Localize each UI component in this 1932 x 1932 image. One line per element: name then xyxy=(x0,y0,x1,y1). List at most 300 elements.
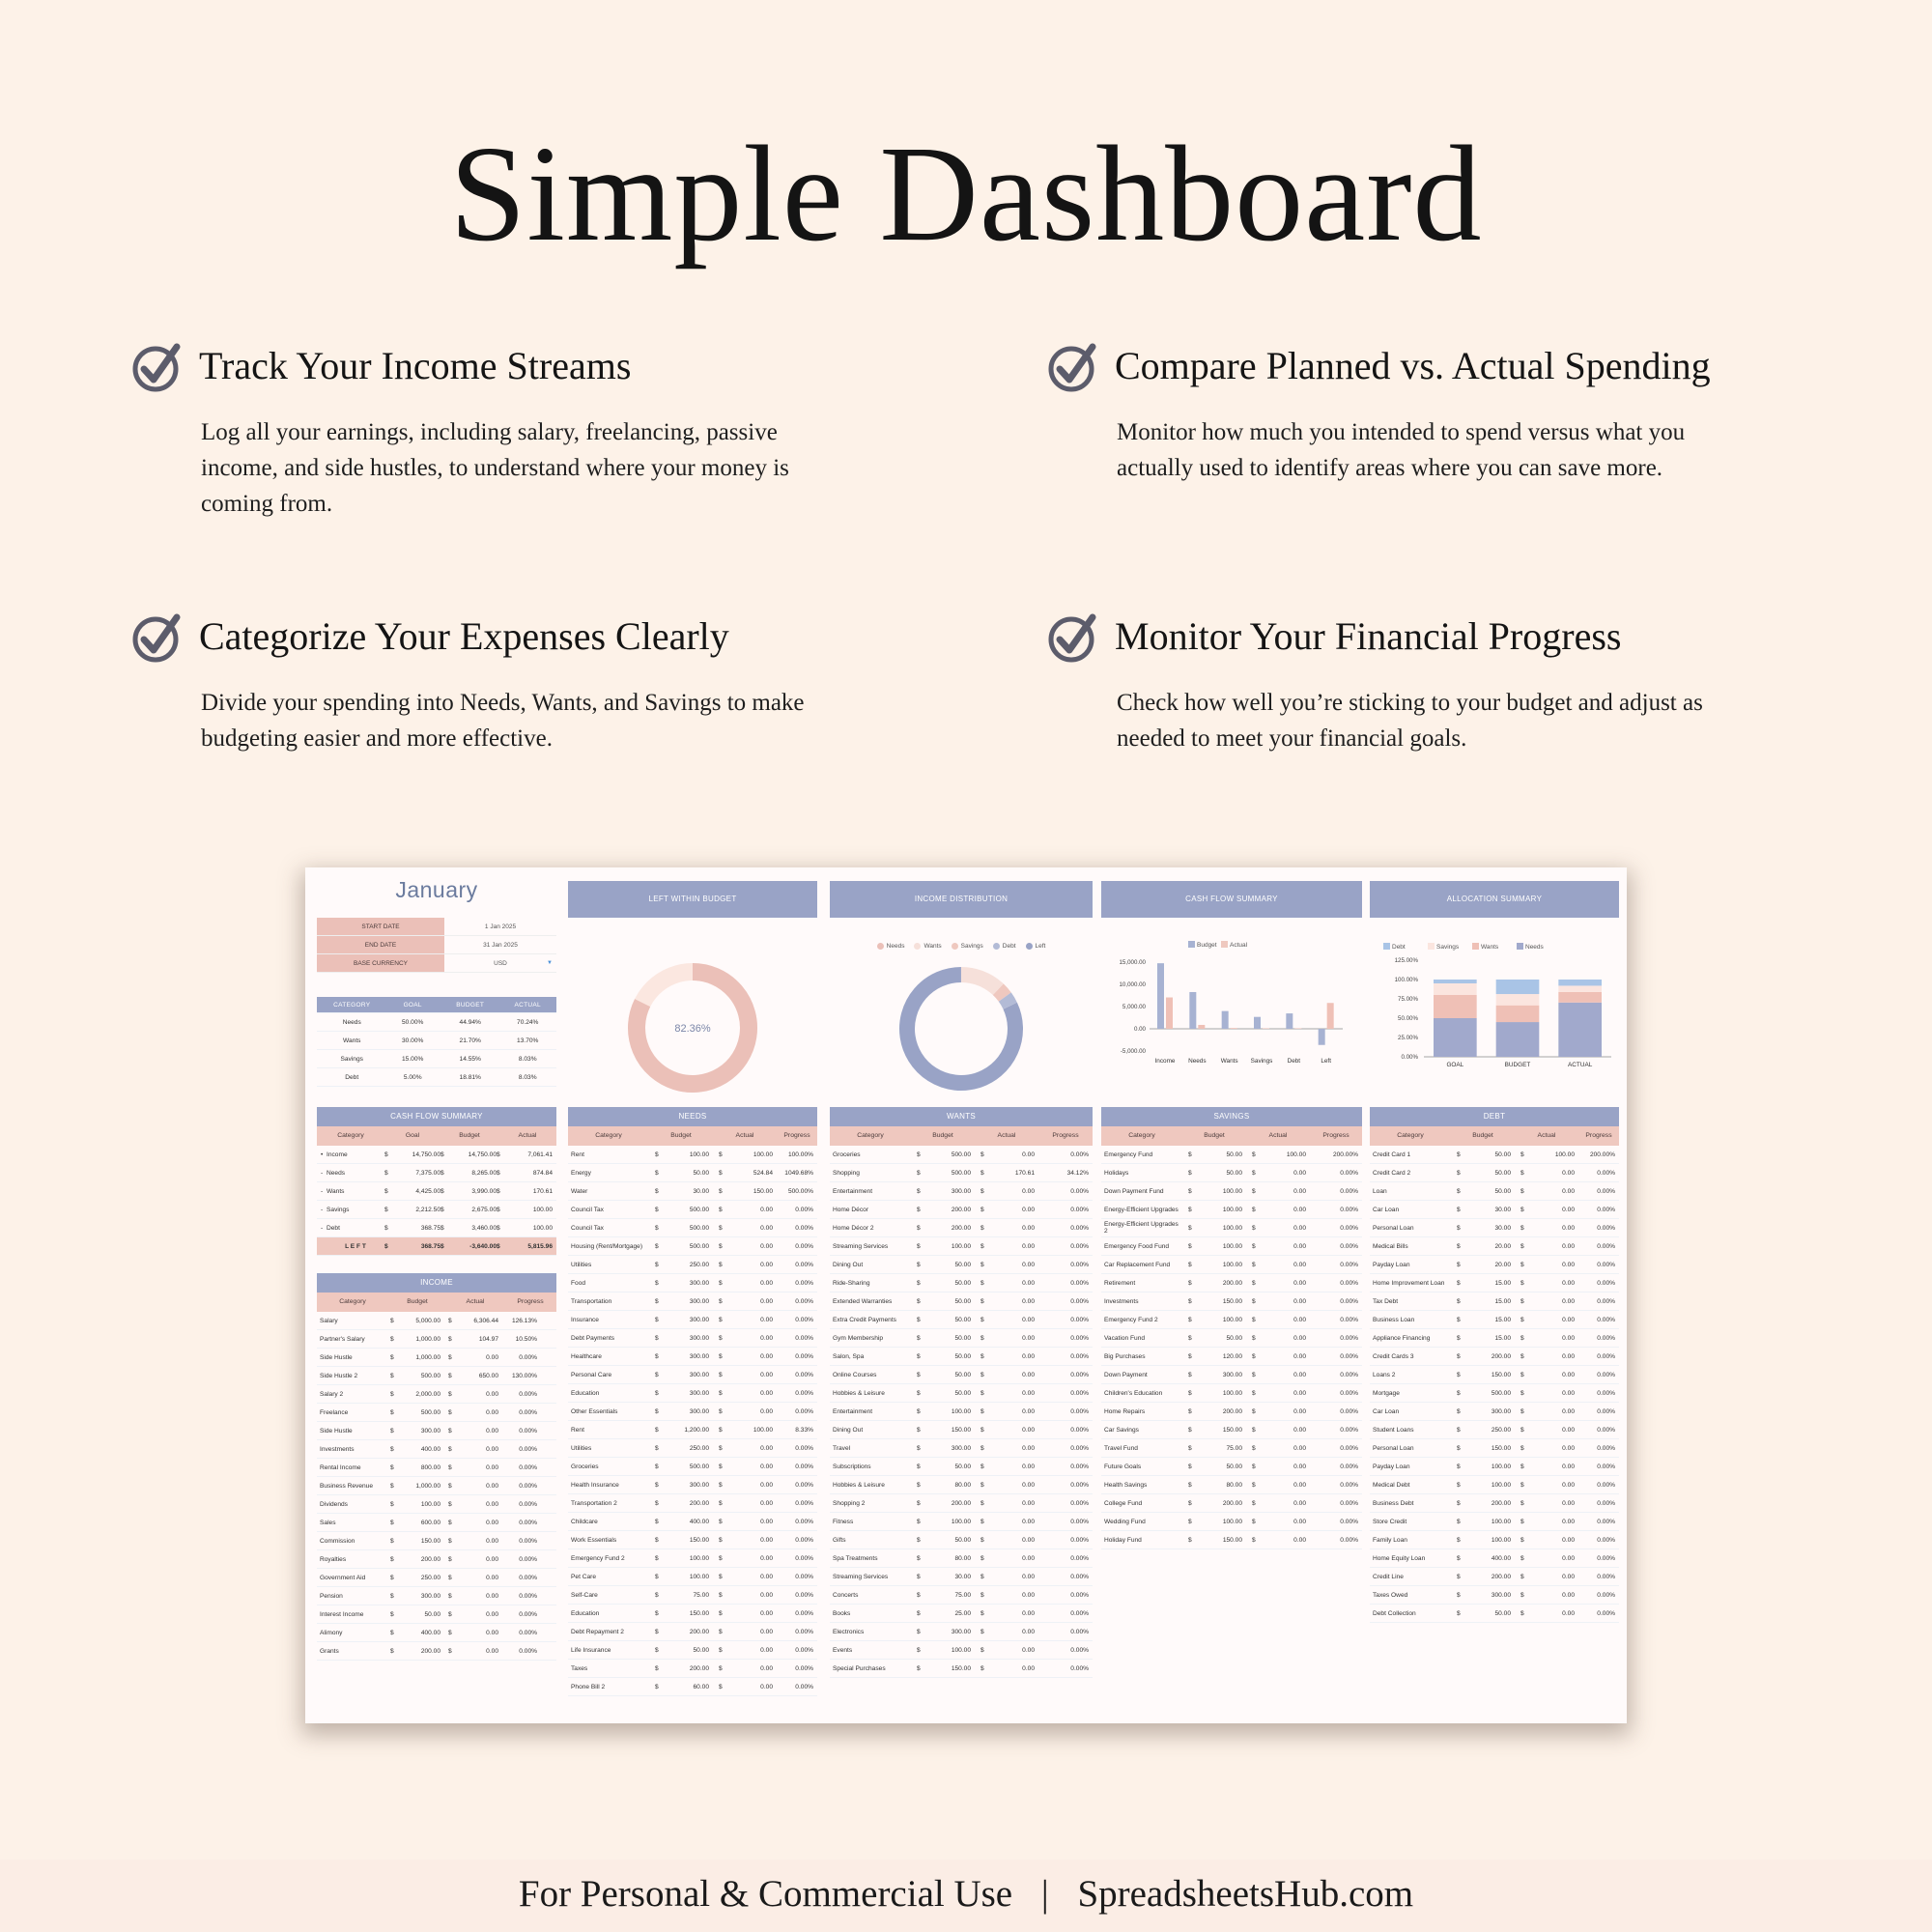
category-cell: Streaming Services xyxy=(833,1573,889,1580)
y-tick-label: 5,000.00 xyxy=(1122,1004,1146,1010)
progress-cell: 100.00% xyxy=(787,1151,813,1158)
amount-cell: 0.00 xyxy=(1293,1262,1306,1268)
legend-label: Debt xyxy=(1392,944,1406,951)
table-row xyxy=(830,1146,1093,1164)
amount-cell: 100.00 xyxy=(951,1408,971,1415)
currency-symbol: $ xyxy=(1457,1151,1461,1158)
feature-block xyxy=(1047,339,1762,486)
currency-symbol: $ xyxy=(1520,1207,1524,1213)
x-tick-label: Income xyxy=(1154,1058,1176,1065)
amount-cell: 0.00 xyxy=(1022,1445,1035,1452)
amount-cell: 14,750.00 xyxy=(468,1151,497,1158)
progress-cell: 0.00% xyxy=(1070,1390,1089,1397)
category-cell: Childcare xyxy=(571,1518,598,1525)
table-row xyxy=(830,1439,1093,1458)
amount-cell: 150.00 xyxy=(1222,1537,1242,1544)
progress-cell: 0.00% xyxy=(1597,1555,1615,1562)
category-cell: Store Credit xyxy=(1373,1518,1407,1525)
progress-cell: 0.00% xyxy=(1340,1500,1358,1507)
currency-symbol: $ xyxy=(1457,1188,1461,1195)
month-title: January xyxy=(395,877,478,902)
panel-title: ALLOCATION SUMMARY xyxy=(1370,881,1619,918)
currency-symbol: $ xyxy=(719,1463,723,1470)
chevron-down-icon[interactable]: ▼ xyxy=(547,960,553,966)
amount-cell: 50.00 xyxy=(954,1262,971,1268)
progress-cell: 0.00% xyxy=(795,1500,813,1507)
amount-cell: 120.00 xyxy=(1222,1353,1242,1360)
progress-cell: 0.00% xyxy=(1070,1629,1089,1635)
amount-cell: 80.00 xyxy=(954,1482,971,1489)
amount-cell: 50.00 xyxy=(954,1353,971,1360)
currency-symbol: $ xyxy=(497,1188,500,1195)
table-cell: 8.03% xyxy=(518,1056,537,1063)
table-cell: Wants xyxy=(343,1037,361,1044)
currency-symbol: $ xyxy=(980,1372,984,1378)
amount-cell: 368.75 xyxy=(420,1225,440,1232)
meta-label: BASE CURRENCY xyxy=(317,954,444,972)
footer-website-link[interactable]: SpreadsheetsHub.com xyxy=(1077,1873,1414,1915)
table-header xyxy=(1370,1126,1619,1146)
category-cell: Healthcare xyxy=(571,1352,602,1360)
category-cell: Spa Treatments xyxy=(833,1554,878,1562)
amount-cell: 0.00 xyxy=(1562,1280,1575,1287)
table-cell: Savings xyxy=(340,1056,363,1063)
category-cell: Retirement xyxy=(1104,1279,1136,1287)
currency-symbol: $ xyxy=(448,1501,452,1508)
currency-symbol: $ xyxy=(1520,1463,1524,1470)
amount-cell: 300.00 xyxy=(689,1280,709,1287)
amount-cell: 500.00 xyxy=(951,1151,971,1158)
amount-cell: 30.00 xyxy=(693,1188,709,1195)
left-value xyxy=(317,1237,327,1255)
currency-symbol: $ xyxy=(1252,1243,1256,1250)
amount-cell: 0.00 xyxy=(1562,1555,1575,1562)
progress-cell: 0.00% xyxy=(1070,1574,1089,1580)
amount-cell: 0.00 xyxy=(486,1483,498,1490)
currency-symbol: $ xyxy=(1252,1335,1256,1342)
table-row xyxy=(830,1531,1093,1549)
legend-dot-icon xyxy=(1026,943,1033,950)
amount-cell: 0.00 xyxy=(1293,1207,1306,1213)
bar-needs-actual xyxy=(1558,1003,1602,1057)
amount-cell: 2,212.50 xyxy=(415,1207,440,1213)
table-row xyxy=(830,1623,1093,1641)
amount-cell: 250.00 xyxy=(689,1262,709,1268)
category-cell: Online Courses xyxy=(833,1371,877,1378)
currency-symbol: $ xyxy=(719,1317,723,1323)
currency-symbol: $ xyxy=(448,1464,452,1471)
amount-cell: 0.00 xyxy=(1022,1482,1035,1489)
section-income xyxy=(317,1273,556,1661)
currency-symbol: $ xyxy=(390,1520,394,1526)
currency-symbol: $ xyxy=(980,1665,984,1672)
table-cell: 15.00% xyxy=(402,1056,424,1063)
table-row xyxy=(568,1568,817,1586)
currency-symbol: $ xyxy=(980,1151,984,1158)
currency-symbol: $ xyxy=(1457,1372,1461,1378)
currency-symbol: $ xyxy=(1457,1317,1461,1323)
table-row xyxy=(1370,1549,1619,1568)
table-row xyxy=(1101,1494,1362,1513)
table-row xyxy=(568,1678,817,1696)
section-title: NEEDS xyxy=(568,1107,817,1126)
currency-symbol: $ xyxy=(1457,1500,1461,1507)
amount-cell: 100.00 xyxy=(1222,1188,1242,1195)
currency-symbol: $ xyxy=(390,1336,394,1343)
currency-symbol: $ xyxy=(655,1463,659,1470)
progress-cell: 0.00% xyxy=(795,1372,813,1378)
table-row xyxy=(317,1422,556,1440)
cash-flow-chart xyxy=(1101,918,1362,1111)
currency-symbol: $ xyxy=(1457,1574,1461,1580)
currency-symbol: $ xyxy=(1252,1427,1256,1434)
meta-label: END DATE xyxy=(317,936,444,953)
legend-label: Actual xyxy=(1230,942,1248,949)
amount-cell: 0.00 xyxy=(486,1593,498,1600)
bar-debt-budget xyxy=(1496,980,1540,994)
category-cell: Car Loan xyxy=(1373,1206,1400,1213)
column-header: Budget xyxy=(1204,1132,1225,1139)
table-row xyxy=(1370,1568,1619,1586)
currency-symbol: $ xyxy=(655,1390,659,1397)
bar-wants-actual xyxy=(1558,992,1602,1003)
progress-cell: 0.00% xyxy=(1597,1574,1615,1580)
category-cell: Taxes Owed xyxy=(1373,1591,1408,1599)
progress-cell: 0.00% xyxy=(1597,1170,1615,1177)
progress-cell: 0.00% xyxy=(1340,1262,1358,1268)
amount-cell: 1,200.00 xyxy=(684,1427,709,1434)
amount-cell: 0.00 xyxy=(1022,1592,1035,1599)
currency-symbol: $ xyxy=(1520,1280,1524,1287)
currency-symbol: $ xyxy=(917,1262,921,1268)
table-row xyxy=(317,1032,556,1050)
currency-symbol: $ xyxy=(1188,1353,1192,1360)
table-row xyxy=(1370,1237,1619,1256)
amount-cell: 100.00 xyxy=(951,1519,971,1525)
amount-cell: 15.00 xyxy=(1494,1335,1511,1342)
amount-cell: 0.00 xyxy=(1293,1445,1306,1452)
currency-symbol: $ xyxy=(1520,1592,1524,1599)
progress-cell: 0.00% xyxy=(1070,1317,1089,1323)
amount-cell: 0.00 xyxy=(486,1501,498,1508)
feature-heading: Categorize Your Expenses Clearly xyxy=(199,614,729,658)
currency-symbol: $ xyxy=(1188,1500,1192,1507)
currency-symbol: $ xyxy=(1520,1225,1524,1232)
donut-slice-savings xyxy=(998,989,1005,997)
currency-symbol: $ xyxy=(719,1262,723,1268)
table-row xyxy=(568,1660,817,1678)
currency-symbol: $ xyxy=(980,1243,984,1250)
table-row xyxy=(1370,1182,1619,1201)
category-cell: Appliance Financing xyxy=(1373,1334,1431,1342)
dashboard-screenshot xyxy=(305,867,1627,1723)
currency-symbol: $ xyxy=(1457,1408,1461,1415)
amount-cell: 100.00 xyxy=(1491,1537,1511,1544)
amount-cell: 50.00 xyxy=(1494,1610,1511,1617)
meta-row xyxy=(317,936,556,954)
currency-symbol: $ xyxy=(980,1537,984,1544)
allocation-chart-panel xyxy=(1370,881,1619,1119)
progress-cell: 0.00% xyxy=(795,1684,813,1690)
table-row xyxy=(830,1366,1093,1384)
currency-symbol: $ xyxy=(1457,1482,1461,1489)
table-row xyxy=(568,1293,817,1311)
amount-cell: 500.00 xyxy=(689,1207,709,1213)
currency-symbol: $ xyxy=(448,1483,452,1490)
table-row xyxy=(317,1550,556,1569)
table-row xyxy=(830,1476,1093,1494)
table-row xyxy=(1101,1164,1362,1182)
category-cell: Credit Line xyxy=(1373,1573,1404,1580)
legend-dot-icon xyxy=(877,943,884,950)
category-cell: Salary xyxy=(320,1318,338,1324)
currency-symbol: $ xyxy=(1252,1390,1256,1397)
progress-cell: 0.00% xyxy=(1597,1335,1615,1342)
table-row xyxy=(317,1013,556,1032)
progress-cell: 0.00% xyxy=(1340,1408,1358,1415)
progress-cell: 0.00% xyxy=(1597,1610,1615,1617)
currency-symbol: $ xyxy=(719,1353,723,1360)
checkmark-circle-icon xyxy=(1047,339,1101,393)
amount-cell: 0.00 xyxy=(1022,1574,1035,1580)
amount-cell: 0.00 xyxy=(1562,1353,1575,1360)
table-row xyxy=(1101,1384,1362,1403)
currency-symbol: $ xyxy=(655,1243,659,1250)
table-row xyxy=(1101,1366,1362,1384)
progress-cell: 0.00% xyxy=(519,1409,537,1416)
amount-cell: 250.00 xyxy=(689,1445,709,1452)
amount-cell: 100.00 xyxy=(689,1555,709,1562)
currency-symbol: $ xyxy=(1457,1170,1461,1177)
amount-cell: 0.00 xyxy=(1293,1188,1306,1195)
table-row xyxy=(830,1641,1093,1660)
amount-cell: 0.00 xyxy=(760,1519,773,1525)
currency-symbol: $ xyxy=(655,1262,659,1268)
progress-cell: 0.00% xyxy=(1070,1225,1089,1232)
amount-cell: 50.00 xyxy=(954,1537,971,1544)
amount-cell: 200.00 xyxy=(1222,1500,1242,1507)
table-row xyxy=(317,1587,556,1605)
progress-cell: 0.00% xyxy=(795,1592,813,1599)
category-cell: Rent xyxy=(571,1151,584,1158)
currency-symbol: - xyxy=(321,1170,324,1177)
category-cell: Holidays xyxy=(1104,1169,1129,1177)
bar-budget-wants xyxy=(1222,1011,1229,1029)
amount-cell: 200.00 xyxy=(689,1629,709,1635)
amount-cell: 50.00 xyxy=(1494,1170,1511,1177)
amount-cell: 150.00 xyxy=(1491,1372,1511,1378)
amount-cell: 0.00 xyxy=(1022,1390,1035,1397)
table-row xyxy=(1370,1348,1619,1366)
progress-cell: 0.00% xyxy=(1340,1390,1358,1397)
feature-block xyxy=(1047,610,1762,756)
column-header: Category xyxy=(339,1298,366,1305)
table-row xyxy=(317,1219,556,1237)
category-cell: Rent xyxy=(571,1426,584,1434)
currency-symbol: $ xyxy=(719,1151,723,1158)
column-header: GOAL xyxy=(403,1002,422,1009)
category-cell: Pension xyxy=(320,1593,343,1600)
table-row xyxy=(1101,1439,1362,1458)
table-row xyxy=(1101,1513,1362,1531)
amount-cell: 0.00 xyxy=(1293,1500,1306,1507)
amount-cell: 0.00 xyxy=(1293,1317,1306,1323)
category-cell: Self-Care xyxy=(571,1591,598,1599)
currency-symbol: $ xyxy=(448,1520,452,1526)
amount-cell: 30.00 xyxy=(1494,1207,1511,1213)
amount-cell: 0.00 xyxy=(1293,1519,1306,1525)
progress-cell: 0.00% xyxy=(1340,1372,1358,1378)
progress-cell: 0.00% xyxy=(1070,1519,1089,1525)
progress-cell: 0.00% xyxy=(1070,1427,1089,1434)
category-cell: Hobbies & Leisure xyxy=(833,1481,885,1489)
column-header: Budget xyxy=(670,1132,692,1139)
category-cell: Family Loan xyxy=(1373,1536,1407,1544)
amount-cell: 0.00 xyxy=(1562,1445,1575,1452)
currency-symbol: $ xyxy=(1520,1151,1524,1158)
currency-symbol: $ xyxy=(655,1372,659,1378)
category-cell: Wants xyxy=(327,1188,345,1195)
amount-cell: 50.00 xyxy=(1494,1188,1511,1195)
table-row xyxy=(1101,1329,1362,1348)
amount-cell: 400.00 xyxy=(1491,1555,1511,1562)
category-cell: Investments xyxy=(1104,1297,1139,1305)
category-cell: Work Essentials xyxy=(571,1536,617,1544)
amount-cell: 0.00 xyxy=(1562,1225,1575,1232)
currency-symbol: $ xyxy=(719,1408,723,1415)
table-row xyxy=(1370,1366,1619,1384)
amount-cell: 150.00 xyxy=(420,1538,440,1545)
table-row xyxy=(317,1312,556,1330)
amount-cell: 300.00 xyxy=(420,1593,440,1600)
category-cell: Phone Bill 2 xyxy=(571,1683,606,1690)
progress-cell: 0.00% xyxy=(795,1390,813,1397)
amount-cell: 75.00 xyxy=(693,1592,709,1599)
currency-symbol: $ xyxy=(719,1629,723,1635)
amount-cell: 300.00 xyxy=(689,1317,709,1323)
table-row xyxy=(1101,1476,1362,1494)
feature-heading: Track Your Income Streams xyxy=(199,344,632,387)
currency-symbol: $ xyxy=(655,1151,659,1158)
progress-cell: 0.00% xyxy=(795,1353,813,1360)
y-tick-label: 10,000.00 xyxy=(1119,981,1146,988)
category-cell: Freelance xyxy=(320,1409,349,1416)
bar-debt-actual xyxy=(1558,980,1602,985)
amount-cell: 5,000.00 xyxy=(415,1318,440,1324)
amount-cell: 100.00 xyxy=(1286,1151,1306,1158)
currency-symbol: $ xyxy=(1520,1500,1524,1507)
progress-cell: 0.00% xyxy=(1070,1280,1089,1287)
progress-cell: 0.00% xyxy=(1597,1298,1615,1305)
amount-cell: 0.00 xyxy=(1293,1225,1306,1232)
amount-cell: 15.00 xyxy=(1494,1280,1511,1287)
column-header: Progress xyxy=(1585,1132,1612,1139)
table-row xyxy=(1370,1586,1619,1605)
amount-cell: 0.00 xyxy=(760,1482,773,1489)
currency-symbol: $ xyxy=(655,1500,659,1507)
table-row xyxy=(1101,1201,1362,1219)
table-row xyxy=(317,1495,556,1514)
x-tick-label: GOAL xyxy=(1446,1062,1464,1068)
currency-symbol: $ xyxy=(980,1207,984,1213)
category-cell: Transportation 2 xyxy=(571,1499,617,1507)
category-cell: Events xyxy=(833,1646,853,1654)
table-row xyxy=(1101,1256,1362,1274)
table-header xyxy=(317,1126,556,1146)
column-header: Budget xyxy=(459,1132,480,1139)
amount-cell: 0.00 xyxy=(486,1391,498,1398)
table-row xyxy=(1101,1311,1362,1329)
category-cell: Food xyxy=(571,1279,586,1287)
y-tick-label: -5,000.00 xyxy=(1120,1048,1146,1055)
category-cell: Council Tax xyxy=(571,1206,604,1213)
legend-label: Debt xyxy=(1002,943,1016,951)
currency-symbol: $ xyxy=(917,1592,921,1599)
currency-symbol: $ xyxy=(1457,1445,1461,1452)
category-cell: Credit Card 2 xyxy=(1373,1169,1411,1177)
section-title: INCOME xyxy=(317,1273,556,1293)
progress-cell: 0.00% xyxy=(1070,1463,1089,1470)
currency-symbol: $ xyxy=(1457,1298,1461,1305)
category-cell: Side Hustle xyxy=(320,1354,353,1361)
amount-cell: 0.00 xyxy=(1562,1207,1575,1213)
bar-actual-needs xyxy=(1198,1025,1205,1029)
amount-cell: 50.00 xyxy=(424,1611,440,1618)
amount-cell: 50.00 xyxy=(954,1298,971,1305)
progress-cell: 0.00% xyxy=(1070,1243,1089,1250)
progress-cell: 0.00% xyxy=(1597,1280,1615,1287)
progress-cell: 0.00% xyxy=(1597,1463,1615,1470)
amount-cell: 200.00 xyxy=(1491,1574,1511,1580)
legend-label: Budget xyxy=(1197,942,1217,949)
bar-budget-debt xyxy=(1286,1013,1293,1029)
currency-symbol: $ xyxy=(655,1647,659,1654)
category-cell: Concerts xyxy=(833,1591,859,1599)
footer-license: For Personal & Commercial Use xyxy=(518,1873,1013,1915)
currency-symbol: $ xyxy=(980,1445,984,1452)
progress-cell: 0.00% xyxy=(519,1464,537,1471)
bar-actual-income xyxy=(1166,998,1173,1029)
category-cell: Dividends xyxy=(320,1501,348,1508)
table-row xyxy=(317,1367,556,1385)
category-cell: Home Repairs xyxy=(1104,1407,1146,1415)
amount-cell: 50.00 xyxy=(954,1390,971,1397)
progress-cell: 0.00% xyxy=(1340,1463,1358,1470)
amount-cell: 0.00 xyxy=(1022,1537,1035,1544)
section-title: CASH FLOW SUMMARY xyxy=(317,1107,556,1126)
currency-symbol: $ xyxy=(448,1446,452,1453)
y-tick-label: 25.00% xyxy=(1398,1035,1418,1041)
table-row xyxy=(317,1459,556,1477)
amount-cell: 0.00 xyxy=(1562,1390,1575,1397)
progress-cell: 10.50% xyxy=(515,1336,537,1343)
allocation-chart xyxy=(1370,918,1619,1111)
feature-heading-row xyxy=(131,610,846,664)
amount-cell: 0.00 xyxy=(760,1298,773,1305)
currency-select[interactable]: USD xyxy=(494,960,507,967)
table-row xyxy=(568,1366,817,1384)
progress-cell: 0.00% xyxy=(519,1556,537,1563)
left-value: 5,815.96 xyxy=(527,1243,553,1250)
legend-swatch xyxy=(1188,941,1195,948)
currency-symbol: $ xyxy=(1188,1463,1192,1470)
progress-cell: 0.00% xyxy=(1340,1335,1358,1342)
table-row xyxy=(568,1586,817,1605)
amount-cell: 0.00 xyxy=(1293,1280,1306,1287)
table-row xyxy=(830,1660,1093,1678)
currency-symbol: $ xyxy=(917,1519,921,1525)
feature-description: Check how well you’re sticking to your budget and adjust as needed to meet your financial goals. xyxy=(1117,690,1703,752)
